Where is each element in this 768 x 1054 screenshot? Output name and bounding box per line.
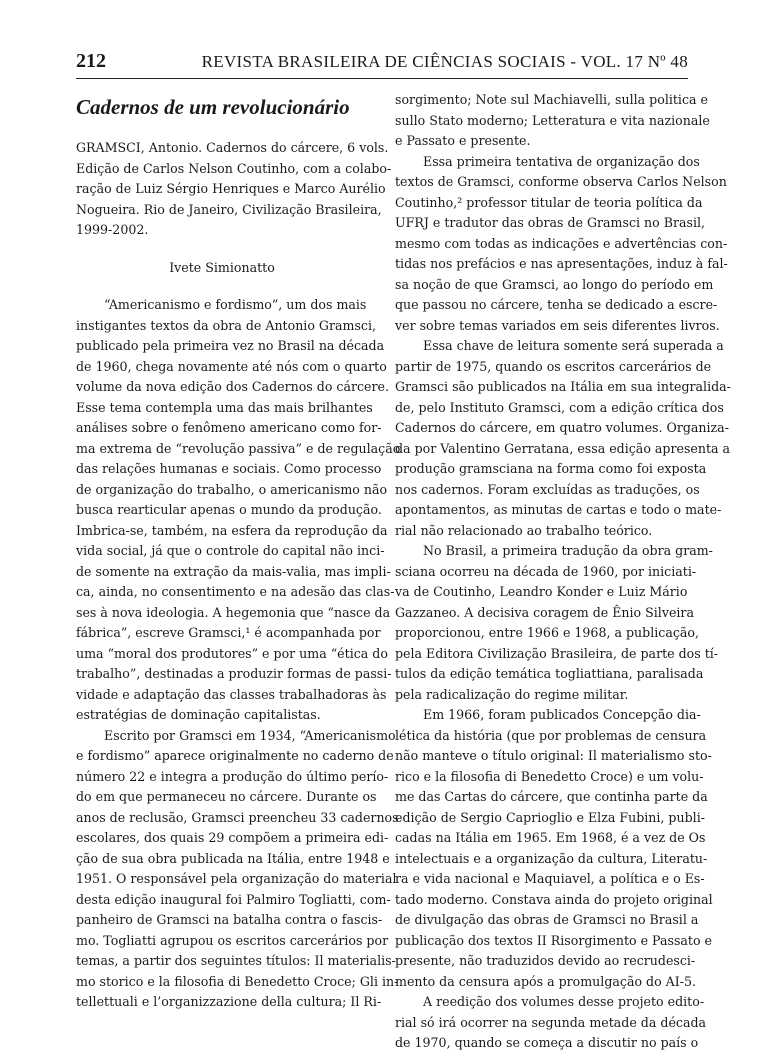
text-line: vida social, já que o controle do capital não inci- [76, 543, 385, 558]
text-line: mento da censura após a promulgação do AI-5. [395, 973, 697, 989]
text-line: Escrito por Gramsci em 1934, “Americanismo [104, 727, 396, 743]
text-line: escolares, dos quais 29 compõem a primeira edi- [76, 830, 389, 845]
text-line: ção de sua obra publicada na Itália, entre 1948 e [76, 850, 390, 866]
text-line: das relações humanas e sociais. Como processo [76, 461, 382, 476]
text-line: sa noção de que Gramsci, ao longo do período em [395, 276, 714, 292]
text-line: rial só irá ocorrer na segunda metade da década [395, 1014, 707, 1030]
text-line: tulos da edição temática togliattiana, paralisada [395, 666, 704, 681]
running-title: REVISTA BRASILEIRA DE CIÊNCIAS SOCIAIS - VOL. 17 Nº 48 [201, 52, 688, 71]
text-line: ver sobre temas variados em seis diferentes livros. [395, 317, 720, 333]
text-line: Esse tema contempla uma das mais brilhantes [76, 399, 373, 415]
text-line: Essa primeira tentativa de organização dos [423, 153, 700, 169]
text-line: Cadernos do cárcere, em quatro volumes. Organiza- [395, 420, 729, 435]
text-line: Coutinho,² professor titular de teoria política da [395, 194, 703, 210]
text-line: partir de 1975, quando os escritos carcerários de [395, 358, 712, 374]
text-line: Nogueira. Rio de Janeiro, Civilização Brasileira, [76, 201, 382, 217]
text-line: volume da nova edição dos Cadernos do cárcere. [76, 379, 389, 394]
text-line: apontamentos, as minutas de cartas e todo o mate- [395, 502, 722, 517]
text-line: fábrica”, escreve Gramsci,¹ é acompanhada por [76, 625, 381, 640]
text-line: me das Cartas do cárcere, que continha parte da [395, 789, 708, 804]
text-line: rico e la filosofia di Benedetto Croce) e um volu- [395, 768, 704, 784]
text-line: Imbrica-se, também, na esfera da reprodução da [76, 522, 388, 538]
text-line: tidas nos prefácios e nas apresentações, induz à fal- [395, 256, 728, 271]
text-line: de 1960, chega novamente até nós com o quarto [76, 358, 387, 374]
paragraph [395, 541, 719, 705]
text-line: Gramsci são publicados na Itália em sua integralida- [395, 379, 731, 394]
text-line: 1951. O responsável pela organização do material [76, 871, 397, 886]
text-line: “Americanismo e fordismo”, um dos mais [104, 297, 367, 312]
text-line: sullo Stato moderno; Letteratura e vita nazionale [395, 112, 710, 128]
text-line: da por Valentino Gerratana, essa edição apresenta a [395, 440, 731, 456]
article-title: Cadernos de um revolucionário [76, 95, 350, 119]
text-line: desta edição inaugural foi Palmiro Togliatti, com- [76, 891, 391, 907]
text-line: panheiro de Gramsci na batalha contra o fascis- [76, 912, 383, 927]
paragraph [395, 152, 728, 337]
text-line: de organização do trabalho, o americanismo não [76, 481, 388, 497]
text-line: cadas na Itália em 1965. Em 1968, é a vez de Os [395, 830, 706, 845]
text-line: e fordismo” aparece originalmente no caderno de [76, 748, 394, 763]
text-line: número 22 e integra a produção do último perío- [76, 768, 389, 784]
text-line: publicado pela primeira vez no Brasil na década [76, 338, 385, 353]
text-line: ca, ainda, no consentimento e na adesão das clas- [76, 584, 395, 599]
paragraph [76, 726, 399, 1013]
text-line: va de Coutinho, Leandro Konder e Luiz Mário [395, 584, 688, 599]
text-line: mo storico e la filosofia di Benedetto Croce; Gli in- [76, 973, 399, 989]
text-line: mo. Togliatti agrupou os escritos carcerários por [76, 932, 389, 948]
text-line: de somente na extração da mais-valia, mas impli- [76, 563, 391, 579]
text-line: análises sobre o fenômeno americano como for- [76, 420, 382, 435]
text-line: pela radicalização do regime militar. [395, 686, 629, 702]
text-line: anos de reclusão, Gramsci preencheu 33 cadernos [76, 809, 399, 825]
text-line: de, pelo Instituto Gramsci, com a edição crítica dos [395, 399, 724, 415]
header-rule [76, 78, 688, 79]
text-line: não manteve o título original: Il materialismo sto- [395, 748, 712, 763]
paragraph [395, 336, 731, 541]
text-line: intelectuais e a organização da cultura, Literatu- [395, 850, 708, 866]
text-line: nos cadernos. Foram excluídas as traduções, os [395, 481, 700, 497]
text-line: de 1970, quando se começa a discutir no país o [395, 1035, 699, 1050]
bibliographic-reference [76, 138, 392, 241]
reviewer-name: Ivete Simionatto [169, 259, 275, 275]
paragraph [395, 90, 710, 152]
text-line: Gazzaneo. A decisiva coragem de Ênio Silveira [395, 604, 694, 620]
text-line: Em 1966, foram publicados Concepção dia- [423, 707, 701, 722]
paragraph [395, 992, 707, 1054]
text-line: presente, não traduzidos devido ao recrudesci- [395, 953, 696, 968]
text-line: que passou no cárcere, tenha se dedicado a escre- [395, 297, 718, 312]
text-line: 1999-2002. [76, 222, 149, 237]
text-line: edição de Sergio Caprioglio e Elza Fubini, publi- [395, 809, 705, 825]
text-line: sciana ocorreu na década de 1960, por iniciati- [395, 563, 697, 579]
text-line: estratégias de dominação capitalistas. [76, 707, 321, 722]
text-line: pela Editora Civilização Brasileira, de parte dos tí- [395, 645, 719, 661]
right-column [395, 90, 731, 1054]
paragraph [76, 295, 401, 726]
text-line: Essa chave de leitura somente será superada a [423, 338, 724, 353]
text-line: lética da história (que por problemas de censura [395, 727, 707, 743]
text-line: sorgimento; Note sul Machiavelli, sulla politica e [395, 92, 708, 107]
text-line: GRAMSCI, Antonio. Cadernos do cárcere, 6 vols. [76, 140, 389, 155]
text-line: ses à nova ideologia. A hegemonia que “nasce da [76, 604, 391, 620]
page-number: 212 [76, 50, 106, 72]
text-line: tellettuali e l’organizzazione della cultura; Il Ri- [76, 994, 382, 1009]
text-line: rial não relacionado ao trabalho teórico. [395, 522, 653, 538]
text-line: No Brasil, a primeira tradução da obra gram- [423, 543, 713, 558]
text-line: de divulgação das obras de Gramsci no Brasil a [395, 912, 699, 927]
text-line: do em que permaneceu no cárcere. Durante os [76, 789, 377, 804]
text-line: ra e vida nacional e Maquiavel, a política e o Es- [395, 871, 705, 886]
text-line: trabalho”, destinadas a produzir formas de passi- [76, 666, 392, 681]
text-line: textos de Gramsci, conforme observa Carlos Nelson [395, 174, 727, 189]
left-column [76, 90, 401, 1013]
text-line: publicação dos textos II Risorgimento e Passato e [395, 932, 713, 948]
paragraph [395, 705, 713, 992]
text-line: tado moderno. Constava ainda do projeto original [395, 891, 713, 907]
text-line: ração de Luiz Sérgio Henriques e Marco Aurélio [76, 181, 386, 196]
text-line: temas, a partir dos seguintes títulos: Il materialis- [76, 953, 396, 968]
text-line: proporcionou, entre 1966 e 1968, a publicação, [395, 625, 699, 640]
page-header [76, 48, 688, 74]
text-line: instigantes textos da obra de Antonio Gramsci, [76, 317, 376, 333]
text-line: busca rearticular apenas o mundo da produção. [76, 502, 382, 517]
text-line: produção gramsciana na forma como foi exposta [395, 461, 707, 476]
text-line: A reedição dos volumes desse projeto edito- [423, 994, 705, 1009]
text-line: UFRJ e tradutor das obras de Gramsci no Brasil, [395, 215, 706, 230]
text-line: ma extrema de “revolução passiva” e de regulação [76, 440, 401, 456]
text-line: vidade e adaptação das classes trabalhadoras às [76, 686, 387, 702]
text-line: e Passato e presente. [395, 133, 531, 148]
text-line: Edição de Carlos Nelson Coutinho, com a colabo- [76, 160, 392, 176]
text-line: mesmo com todas as indicações e advertências con- [395, 235, 728, 251]
text-line: uma “moral dos produtores” e por uma “ética do [76, 645, 388, 661]
